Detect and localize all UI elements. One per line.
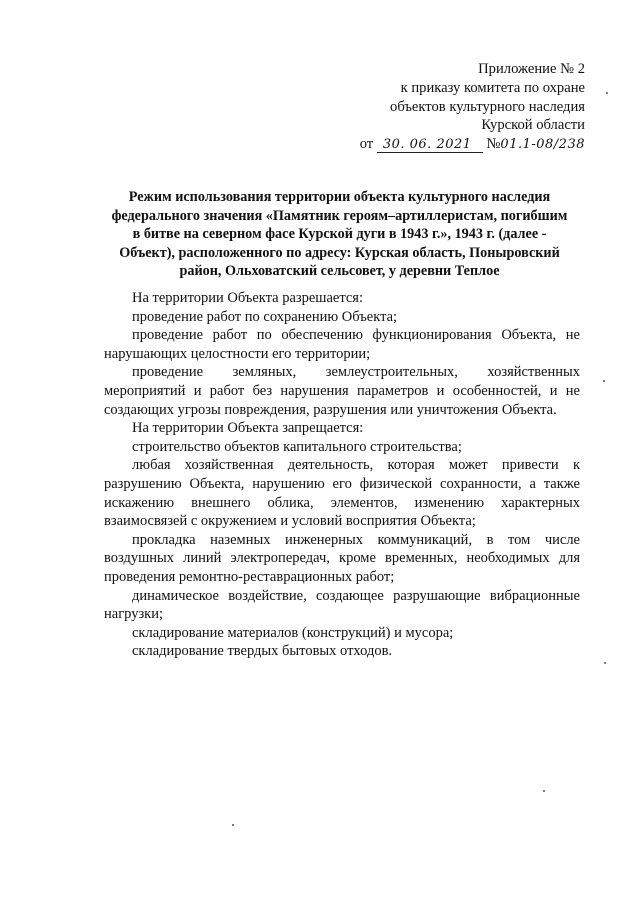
appendix-region: Курской области [481,117,585,134]
forbidden-item-continued: взаимосвязей с окружением и условий восприятия Объекта; [104,513,476,530]
allowed-item-continued: создающих угрозы повреждения, разрушения или уничтожения Объекта. [104,401,557,418]
appendix-order-ref: к приказу комитета по охране [400,79,585,96]
scan-speck [606,92,608,94]
allowed-item-continued: мероприятий и работ без нарушения параметров и особенностей, и не [104,382,580,399]
forbidden-item: прокладка наземных инженерных коммуникаций, в том числе [132,531,580,548]
document-body [104,289,580,661]
forbidden-item: любая хозяйственная деятельность, которая может привести к [132,457,580,474]
allowed-item: проведение земляных, землеустроительных, хозяйственных [132,364,580,381]
handwritten-date: 30. 06. 2021 [377,138,483,153]
forbidden-item-continued: нагрузки; [104,606,164,623]
forbidden-item-continued: искажению внешнего облика, элементов, изменению характерных [104,494,580,511]
title-line: район, Ольховатский сельсовет, у деревни Теплое [179,263,500,280]
handwritten-order-number: 01.1-08/238 [500,137,585,153]
appendix-number: Приложение № 2 [478,61,585,77]
allowed-item-continued: нарушающих целостности его территории; [104,345,371,362]
allowed-heading: На территории Объекта разрешается: [132,290,363,306]
forbidden-item-continued: воздушных линий электропередач, кроме временных, необходимых для [104,550,580,567]
appendix-header [340,60,585,154]
date-prefix: от [359,136,374,153]
forbidden-item: динамическое воздействие, создающее разрушающие вибрационные [132,587,580,604]
forbidden-item: складирование материалов (конструкций) и мусора; [132,624,454,641]
allowed-item: проведение работ по обеспечению функционирования Объекта, не [132,327,580,344]
forbidden-item-continued: разрушению Объекта, нарушению его физической сохранности, а также [104,475,580,492]
title-line: федерального значения «Памятник героям–артиллеристам, погибшим [111,207,568,224]
allowed-item: проведение работ по сохранению Объекта; [132,308,398,325]
forbidden-item: строительство объектов капитального строительства; [132,438,462,455]
appendix-date-line [340,135,585,154]
forbidden-heading: На территории Объекта запрещается: [132,420,364,437]
title-line: Режим использования территории объекта культурного наследия [128,189,551,205]
scan-speck [232,824,234,826]
forbidden-item: складирование твердых бытовых отходов. [132,643,393,660]
title-line: Объект), расположенного по адресу: Курская область, Поныровский [119,244,560,261]
scan-speck [604,662,606,664]
scan-speck [603,380,605,382]
forbidden-item-continued: проведения ремонтно-реставрационных работ; [104,568,395,585]
scan-speck [543,790,545,792]
number-prefix: № [486,136,501,153]
appendix-committee: объектов культурного наследия [390,98,585,115]
title-line: в битве на северном фасе Курской дуги в 1943 г.», 1943 г. (далее - [132,226,547,243]
document-title [108,188,571,281]
